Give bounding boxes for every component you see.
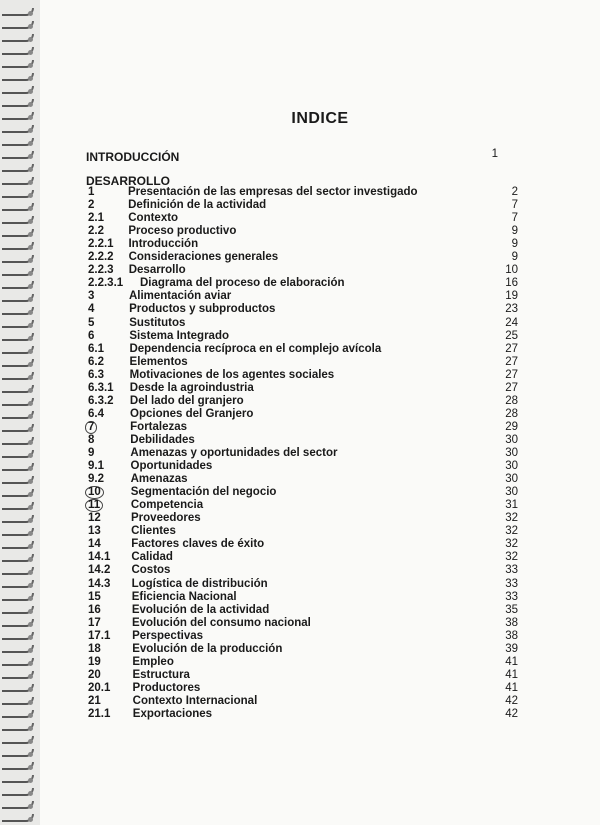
toc-entry-page: 27 <box>505 381 518 394</box>
toc-entry-page: 28 <box>505 394 518 407</box>
toc-entry-number <box>88 578 110 590</box>
toc-entry-title: Eficiencia Nacional <box>131 590 237 603</box>
toc-entry-title: Estructura <box>132 668 190 681</box>
toc-entry <box>40 225 600 238</box>
toc-entry-page: 19 <box>505 290 518 303</box>
toc-entry-page: 41 <box>505 668 518 681</box>
toc-entry-number <box>88 186 94 198</box>
introduction-label: INTRODUCCIÓN <box>86 150 180 164</box>
toc-entry <box>40 251 600 264</box>
toc-entry-title: Proceso productivo <box>128 225 237 238</box>
toc-entry <box>40 212 600 225</box>
toc-entry-number <box>88 538 101 550</box>
introduction-page: 1 <box>491 148 498 160</box>
binding-hole <box>28 557 33 562</box>
toc-number-text: 10 <box>85 486 104 499</box>
toc-number-text: 18 <box>88 642 101 655</box>
binding-hole <box>28 739 33 744</box>
toc-entry <box>40 238 600 251</box>
toc-entry-page: 30 <box>505 460 518 473</box>
toc-number-text: 17 <box>88 616 101 629</box>
toc-entry-title: Exportaciones <box>132 708 213 720</box>
toc-entry-page: 42 <box>505 708 518 720</box>
binding-hole <box>28 362 33 367</box>
toc-entry-page: 41 <box>505 681 518 694</box>
section-heading: DESARROLLO <box>86 174 170 188</box>
toc-entry <box>40 290 600 303</box>
toc-number-text: 3 <box>88 290 95 303</box>
toc-entry-number <box>88 486 104 499</box>
toc-entry-page: 32 <box>505 551 518 564</box>
toc-entry <box>40 695 600 708</box>
binding-hole <box>28 713 33 718</box>
toc-entry <box>40 682 600 695</box>
toc-number-text: 16 <box>88 603 101 616</box>
toc-entry-number <box>88 251 114 263</box>
toc-entry-number <box>88 604 101 616</box>
binding-hole <box>28 700 33 705</box>
binding-hole <box>28 388 33 393</box>
binding-hole <box>28 76 33 81</box>
binding-hole <box>28 596 33 601</box>
toc-number-text: 9.2 <box>88 473 104 486</box>
binding-hole <box>28 232 33 237</box>
toc-entry <box>40 317 600 330</box>
toc-entry-title: Dependencia recíproca en el complejo avícola <box>129 342 382 355</box>
binding-hole <box>28 570 33 575</box>
toc-entry <box>40 395 600 408</box>
toc-entry-number <box>88 382 114 394</box>
toc-entry-number <box>88 264 114 276</box>
toc-entry-title: Fortalezas <box>130 420 188 433</box>
toc-number-text: 14.1 <box>88 551 111 564</box>
document-page <box>40 0 600 825</box>
toc-entry-number <box>88 525 101 537</box>
toc-entry-title: Proveedores <box>131 512 201 525</box>
binding-hole <box>28 375 33 380</box>
toc-entry-page: 10 <box>505 264 518 277</box>
toc-entry-page: 23 <box>505 303 518 316</box>
toc-entry <box>40 460 600 473</box>
binding-hole <box>28 11 33 16</box>
toc-number-text: 5 <box>88 316 95 329</box>
toc-entry <box>40 630 600 643</box>
toc-entry-title: Sustitutos <box>129 316 186 329</box>
toc-entry-number <box>88 630 110 642</box>
toc-entry-title: Desde la agroindustria <box>129 381 254 394</box>
toc-entry-page: 24 <box>505 316 518 329</box>
toc-entry-number <box>88 564 110 576</box>
binding-hole <box>28 661 33 666</box>
toc-entry-number <box>88 290 94 302</box>
binding-hole <box>28 24 33 29</box>
toc-entry-page: 32 <box>505 538 518 551</box>
toc-number-text: 2.2 <box>88 225 104 238</box>
toc-entry-number <box>88 369 104 381</box>
toc-entry <box>40 434 600 447</box>
toc-entry-page: 38 <box>505 629 518 642</box>
binding-hole <box>28 193 33 198</box>
binding-hole <box>28 89 33 94</box>
toc-entry-title: Contexto <box>128 212 179 225</box>
toc-entry <box>40 408 600 421</box>
binding-hole <box>28 479 33 484</box>
binding-hole <box>28 622 33 627</box>
toc-number-text: 21.1 <box>88 708 111 720</box>
binding-hole <box>28 401 33 406</box>
toc-number-text: 21 <box>88 694 101 707</box>
toc-number-text: 2.2.2 <box>88 251 114 264</box>
toc-entry-title: Oportunidades <box>130 460 213 473</box>
toc-entry-title: Introducción <box>128 238 199 251</box>
toc-number-text: 6.3 <box>88 368 104 381</box>
toc-entry-page: 7 <box>511 199 518 212</box>
page-title: INDICE <box>291 110 349 127</box>
toc-entry-title: Productos y subproductos <box>129 303 276 316</box>
toc-entry-number <box>88 303 94 315</box>
toc-entry-title: Consideraciones generales <box>128 251 279 264</box>
toc-entry-title: Alimentación aviar <box>128 290 232 303</box>
toc-entry <box>40 669 600 682</box>
toc-number-text: 6.4 <box>88 407 104 420</box>
binding-hole <box>28 154 33 159</box>
binding-hole <box>28 128 33 133</box>
toc-entry-number <box>88 421 97 434</box>
toc-entry-number <box>88 656 101 668</box>
toc-entry-page: 28 <box>505 407 518 420</box>
toc-entry-number <box>88 499 103 512</box>
binding-hole <box>28 492 33 497</box>
toc-entry <box>40 369 600 382</box>
toc-entry-page: 30 <box>505 473 518 486</box>
toc-number-text: 4 <box>88 303 95 316</box>
toc-entry-number <box>88 225 104 237</box>
binding-hole <box>28 726 33 731</box>
toc-entry-title: Calidad <box>131 551 173 564</box>
toc-entry-title: Presentación de las empresas del sector investigado <box>128 186 418 198</box>
toc-entry-page: 27 <box>505 342 518 355</box>
toc-entry-title: Del lado del granjero <box>129 394 244 407</box>
binding-hole <box>28 453 33 458</box>
binding-hole <box>28 180 33 185</box>
toc-entry-page: 39 <box>505 642 518 655</box>
binding-hole <box>28 297 33 302</box>
toc-entry-title: Segmentación del negocio <box>130 486 277 499</box>
binding-hole <box>28 466 33 471</box>
toc-entry <box>40 656 600 669</box>
toc-entry-number <box>88 669 101 681</box>
binding-hole <box>28 648 33 653</box>
binding-hole <box>28 635 33 640</box>
toc-number-text: 15 <box>88 590 101 603</box>
toc-entry-number <box>88 591 101 603</box>
binding-hole <box>28 284 33 289</box>
toc-number-text: 2.2.3 <box>88 264 114 277</box>
toc-entry <box>40 199 600 212</box>
toc-entry-title: Productores <box>132 681 201 694</box>
binding-hole <box>28 271 33 276</box>
toc-entry-number <box>88 695 101 707</box>
toc-entry-title: Clientes <box>131 525 176 538</box>
binding-hole <box>28 310 33 315</box>
toc-entry-page: 29 <box>505 420 518 433</box>
toc-entry-title: Amenazas y oportunidades del sector <box>130 447 338 459</box>
binding-hole <box>28 206 33 211</box>
binding-hole <box>28 518 33 523</box>
binding-hole <box>28 817 33 822</box>
toc-entry-title: Evolución del consumo nacional <box>131 616 311 629</box>
toc-entry-page: 32 <box>505 525 518 538</box>
toc-number-text: 20 <box>88 668 101 681</box>
binding-hole <box>28 609 33 614</box>
binding-hole <box>28 336 33 341</box>
toc-number-text: 6.1 <box>88 342 104 355</box>
toc-entry-title: Opciones del Granjero <box>130 407 254 420</box>
binding-hole <box>28 674 33 679</box>
toc-entry-number <box>88 343 104 355</box>
binding-hole <box>28 102 33 107</box>
binding-hole <box>28 440 33 445</box>
toc-number-text: 2.2.1 <box>88 238 114 251</box>
binding-hole <box>28 50 33 55</box>
toc-entry-page: 27 <box>505 355 518 368</box>
toc-entry-number <box>88 617 101 629</box>
toc-entry-number <box>88 395 114 407</box>
toc-entry-number <box>88 408 104 420</box>
toc-number-text: 20.1 <box>88 681 111 694</box>
binding-hole <box>28 531 33 536</box>
toc-entry-number <box>88 473 104 485</box>
binding-hole <box>28 63 33 68</box>
toc-entry <box>40 356 600 369</box>
binding-hole <box>28 323 33 328</box>
toc-number-text: 11 <box>85 499 103 512</box>
toc-entry-number <box>88 682 110 694</box>
toc-number-text: 9 <box>88 447 95 459</box>
toc-entry-number <box>88 356 104 368</box>
toc-entry-title: Sistema Integrado <box>129 329 230 342</box>
binding-hole <box>28 245 33 250</box>
toc-entry <box>40 512 600 525</box>
toc-entry-page: 30 <box>505 433 518 446</box>
toc-entry-title: Contexto Internacional <box>132 694 258 707</box>
toc-entry <box>40 277 600 290</box>
toc-entry-number <box>88 434 94 446</box>
toc-entry-number <box>88 447 94 459</box>
toc-number-text: 19 <box>88 655 101 668</box>
toc-entry <box>40 538 600 551</box>
toc-entry-page: 9 <box>511 238 518 251</box>
toc-entry-page: 9 <box>511 225 518 238</box>
toc-entry-title: Factores claves de éxito <box>131 538 265 551</box>
toc-entry <box>40 473 600 486</box>
toc-entry-page: 33 <box>505 590 518 603</box>
toc-entry-number <box>88 277 123 289</box>
toc-entry-page: 35 <box>505 603 518 616</box>
toc-entry-number <box>88 708 110 720</box>
toc-entry-title: Perspectivas <box>132 629 204 642</box>
toc-entry <box>40 617 600 630</box>
toc-number-text: 14 <box>88 538 101 551</box>
binding-hole <box>28 765 33 770</box>
binding-hole <box>28 752 33 757</box>
toc-entry <box>40 564 600 577</box>
toc-number-text: 17.1 <box>88 629 111 642</box>
toc-entry-page: 30 <box>505 486 518 499</box>
toc-number-text: 8 <box>88 433 95 446</box>
toc-entry-title: Amenazas <box>130 473 188 486</box>
binding-hole <box>28 167 33 172</box>
binding-hole <box>28 687 33 692</box>
toc-number-text: 6.3.2 <box>88 394 114 407</box>
toc-entry-page: 27 <box>505 368 518 381</box>
toc-entry-page: 16 <box>505 277 518 290</box>
toc-entry-title: Empleo <box>132 655 174 668</box>
binding-hole <box>28 349 33 354</box>
toc-entry-page: 33 <box>505 577 518 590</box>
toc-number-text: 2.1 <box>88 212 104 225</box>
toc-number-text: 13 <box>88 525 101 538</box>
toc-number-text: 12 <box>88 512 101 525</box>
toc-entry-number <box>88 317 94 329</box>
toc-entry-title: Logística de distribución <box>131 577 268 590</box>
toc-entry-number <box>88 212 104 224</box>
toc-entry <box>40 264 600 277</box>
toc-entry-title: Competencia <box>130 499 204 512</box>
toc-entry-title: Desarrollo <box>128 264 186 277</box>
toc-entry-page: 41 <box>505 655 518 668</box>
toc-number-text: 7 <box>85 421 97 434</box>
toc-entry <box>40 486 600 499</box>
toc-number-text: 1 <box>88 186 95 198</box>
toc-number-text: 9.1 <box>88 460 104 473</box>
toc-entry <box>40 604 600 617</box>
toc-entry <box>40 551 600 564</box>
toc-entry <box>40 382 600 395</box>
toc-entry-number <box>88 199 94 211</box>
toc-entry <box>40 591 600 604</box>
toc-entry-page: 33 <box>505 564 518 577</box>
binding-hole <box>28 791 33 796</box>
toc-entry-page: 42 <box>505 694 518 707</box>
binding-hole <box>28 115 33 120</box>
toc-entry <box>40 186 600 199</box>
binding-hole <box>28 219 33 224</box>
binding-hole <box>28 258 33 263</box>
toc-entry-number <box>88 512 101 524</box>
spiral-binding <box>0 0 40 825</box>
toc-entry-title: Definición de la actividad <box>128 199 267 212</box>
toc-number-text: 14.2 <box>88 564 111 577</box>
toc-entry <box>40 421 600 434</box>
toc-entry <box>40 708 600 721</box>
toc-entry <box>40 343 600 356</box>
binding-hole <box>28 583 33 588</box>
toc-number-text: 6 <box>88 329 95 342</box>
toc-entry-title: Motivaciones de los agentes sociales <box>129 368 335 381</box>
toc-entry-page: 7 <box>511 212 518 225</box>
toc-entry-page: 30 <box>505 447 518 459</box>
toc-entry <box>40 643 600 656</box>
toc-number-text: 2 <box>88 199 95 212</box>
toc-entry <box>40 330 600 343</box>
toc-entry-title: Elementos <box>129 355 188 368</box>
toc-entry <box>40 525 600 538</box>
binding-hole <box>28 37 33 42</box>
toc-entry-title: Debilidades <box>130 433 195 446</box>
toc-number-text: 6.2 <box>88 355 104 368</box>
toc-entry-title: Diagrama del proceso de elaboración <box>140 277 345 290</box>
toc-number-text: 14.3 <box>88 577 111 590</box>
toc-number-text: 2.2.3.1 <box>88 277 124 290</box>
toc-entry-page: 2 <box>511 186 518 198</box>
toc-entry-number <box>88 238 114 250</box>
toc-entry-title: Evolución de la producción <box>132 642 283 655</box>
toc-entry-number <box>88 330 94 342</box>
toc-entry-page: 32 <box>505 512 518 525</box>
toc-entry-number <box>88 460 104 472</box>
toc-entry-page: 31 <box>505 499 518 512</box>
toc-number-text: 6.3.1 <box>88 381 114 394</box>
toc-entry-number <box>88 551 110 563</box>
toc-entry-page: 25 <box>505 329 518 342</box>
toc-entry-page: 38 <box>505 616 518 629</box>
toc-entry <box>40 303 600 316</box>
binding-hole <box>28 414 33 419</box>
binding-hole <box>28 544 33 549</box>
binding-hole <box>28 141 33 146</box>
toc-entry-page: 9 <box>511 251 518 264</box>
toc-entry-title: Costos <box>131 564 171 577</box>
toc-entry-title: Evolución de la actividad <box>131 603 270 616</box>
binding-hole <box>28 427 33 432</box>
toc-entry <box>40 499 600 512</box>
toc-entry-number <box>88 643 101 655</box>
toc-entry <box>40 447 600 460</box>
binding-hole <box>28 505 33 510</box>
binding-hole <box>28 778 33 783</box>
toc-entry <box>40 578 600 591</box>
binding-hole <box>28 804 33 809</box>
